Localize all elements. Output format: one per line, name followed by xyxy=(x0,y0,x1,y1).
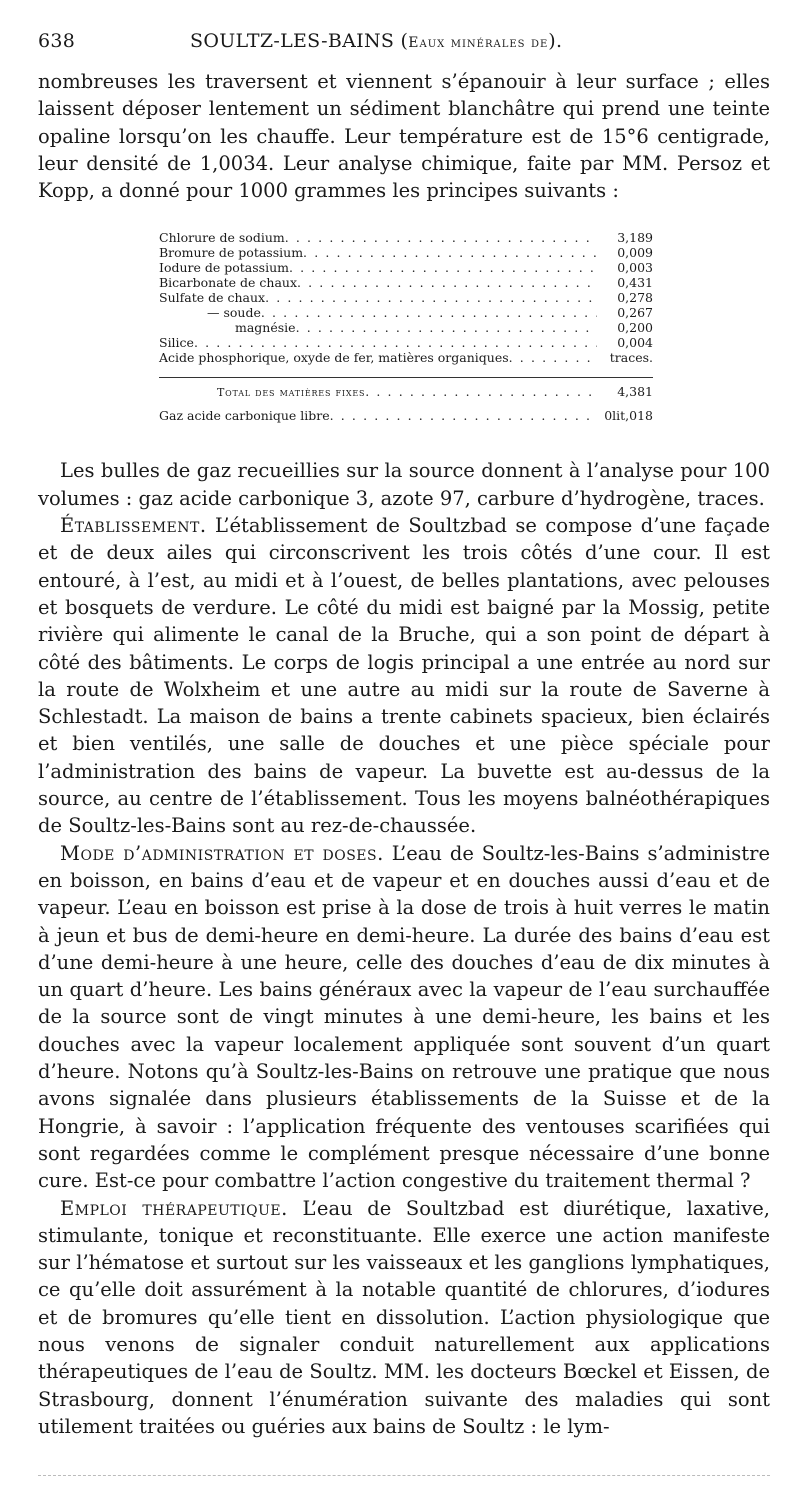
leader-dots xyxy=(297,275,597,290)
leader-dots xyxy=(330,408,597,423)
row-value: 0,003 xyxy=(617,260,653,276)
section-text: L’eau de Soultz-les-Bains s’administre en boisson, en bains d’eau et de vapeur et en douches aussi d’eau et de vapeur. L’eau en boisson est prise à la dose de trois à huit verres le matin à jeun et bus de demi-heure en demi-heure. La durée des bains d’eau est d’une demi-heure à une heure, celle des douches d’eau de dix minutes à un quart d’heure. Les bains généraux avec la vapeur de l’eau surchauffée de la source sont de vingt minutes à une demi-heure, les bains et les douches avec la vapeur localement appliquée sont souvent d’un quart d’heure. Notons qu’à Soultz-les-Bains on retrouve une pratique que nous avons signalée dans plusieurs établissements de la Suisse et de la Hongrie, à savoir : l’application fréquente des ventouses scarifiées qui sont regardées comme le complément presque nécessaire d’une bonne cure. Est-ce pour combattre l’action congestive du traitement thermal ? xyxy=(38,841,770,1193)
analysis-row xyxy=(159,245,653,260)
running-title-close: ). xyxy=(548,30,563,52)
running-title-main: SOULTZ-LES-BAINS ( xyxy=(190,30,409,52)
leader-dots xyxy=(365,384,597,399)
leader-dots xyxy=(261,305,597,320)
analysis-gas-row xyxy=(159,408,653,423)
leader-dots xyxy=(285,230,597,245)
page-number: 638 xyxy=(38,30,76,52)
total-value: 4,381 xyxy=(617,384,653,400)
analysis-row xyxy=(159,350,653,365)
analysis-row xyxy=(159,320,653,335)
row-label: Chlorure de sodium xyxy=(159,230,285,246)
section-heading: Mode d’administration et doses. xyxy=(60,841,384,865)
row-value: traces. xyxy=(609,350,653,366)
row-value: 0,431 xyxy=(617,275,653,291)
row-label: Sulfate de chaux xyxy=(159,290,266,306)
analysis-table xyxy=(159,230,653,423)
running-title-small: Eaux minérales de xyxy=(408,35,549,51)
leader-dots xyxy=(194,335,597,350)
leader-dots xyxy=(289,260,597,275)
section-emploi xyxy=(38,1195,770,1441)
gas-label: Gaz acide carbonique libre xyxy=(159,408,330,424)
leader-dots xyxy=(509,350,597,365)
analysis-row xyxy=(159,260,653,275)
row-label: Bromure de potassium xyxy=(159,245,304,261)
section-text: L’établissement de Soultzbad se compose d’une façade et de deux ailes qui circonscrivent les trois côtés d’une cour. Il est entouré, à l’est, au midi et à l’ouest, de belles plantations, avec pelouses et bosquets de verdure. Le côté du midi est baigné par la Mossig, petite rivière qui alimente le canal de la Bruche, qui a son point de départ à côté des bâtiments. Le corps de logis principal a une entrée au nord sur la route de Wolxheim et une autre au midi sur la route de Saverne à Schlestadt. La maison de bains a trente cabinets spacieux, bien éclairés et bien ventilés, une salle de douches et une pièce spéciale pour l’administration des bains de vapeur. La buvette est au-dessus de la source, au centre de l’établissement. Tous les moyens balnéothérapiques de Soultz-les-Bains sont au rez-de-chaussée. xyxy=(38,514,770,838)
page xyxy=(38,30,770,1440)
paragraph-intro: nombreuses les traversent et viennent s’épanouir à leur surface ; elles laissent déposer lentement un sédiment blanchâtre qui prend une teinte opaline lorsqu’on les chauffe. Leur température est de 15°6 centigrade, leur densité de 1,0034. Leur analyse chimique, faite par MM. Persoz et Kopp, a donné pour 1000 grammes les principes suivants : xyxy=(38,70,770,203)
row-label: Bicarbonate de chaux xyxy=(159,275,298,291)
analysis-total-row xyxy=(159,377,653,400)
section-heading: Emploi thérapeutique. xyxy=(60,1196,288,1220)
running-header xyxy=(38,30,770,60)
leader-dots xyxy=(296,320,597,335)
analysis-row xyxy=(159,305,653,320)
section-mode xyxy=(38,840,770,1195)
running-title xyxy=(190,30,562,52)
row-value: 0,267 xyxy=(617,305,653,321)
leader-dots xyxy=(303,245,597,260)
total-label: Total des matières fixes xyxy=(217,386,366,400)
row-value: 3,189 xyxy=(617,230,653,246)
row-value: 0,278 xyxy=(617,290,653,306)
section-heading: Établissement. xyxy=(60,514,207,538)
analysis-row xyxy=(159,290,653,305)
row-label: — soude xyxy=(207,305,261,321)
leader-dots xyxy=(265,290,597,305)
section-etablissement xyxy=(38,512,770,840)
row-label: Iodure de potassium xyxy=(159,260,289,276)
page-footer-rule xyxy=(38,1475,770,1476)
row-label: Silice xyxy=(159,335,194,351)
analysis-row xyxy=(159,275,653,290)
section-text: L’eau de Soultzbad est diurétique, laxative, stimulante, tonique et reconstituante. Elle exerce une action manifeste sur l’hématose et surtout sur les vaisseaux et les ganglions lymphatiques, ce qu’elle doit assurément à la notable quantité de chlorures, d’iodures et de bromures qu’elle tient en dissolution. L’action physiologique que nous venons de signaler conduit naturellement aux applications thérapeutiques de l’eau de Soultz. MM. les docteurs Bœckel et Eissen, de Strasbourg, donnent l’énumération suivante des maladies qui sont utilement traitées ou guéries aux bains de Soultz : le lym- xyxy=(38,1196,770,1438)
row-value: 0,200 xyxy=(617,320,653,336)
paragraph-gas: Les bulles de gaz recueillies sur la source donnent à l’analyse pour 100 volumes : gaz acide carbonique 3, azote 97, carbure d’hydrogène, traces. xyxy=(38,459,770,510)
row-value: 0,009 xyxy=(617,245,653,261)
row-label: Acide phosphorique, oxyde de fer, matières organiques xyxy=(159,350,509,366)
analysis-row xyxy=(159,335,653,350)
row-value: 0,004 xyxy=(617,335,653,351)
gas-value: 0lit,018 xyxy=(604,408,653,424)
analysis-row xyxy=(159,230,653,245)
row-label: magnésie xyxy=(235,320,296,336)
